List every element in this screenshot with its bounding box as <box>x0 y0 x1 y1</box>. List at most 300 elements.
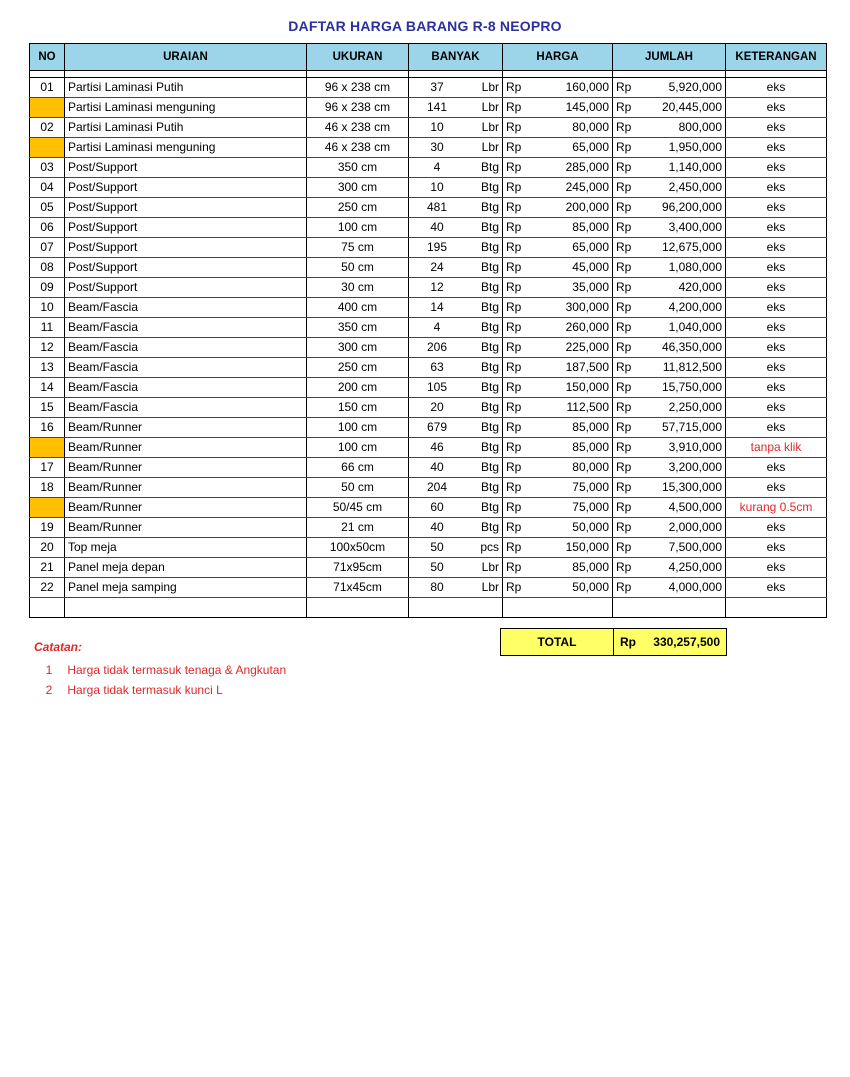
cell-qty: 481 <box>426 200 448 214</box>
cell-harga <box>503 458 613 478</box>
cell-ukuran: 250 cm <box>307 198 409 218</box>
cell-jumlah <box>613 518 726 538</box>
notes-section <box>34 640 286 700</box>
currency-label: Rp <box>616 180 632 194</box>
cell-qty: 50 <box>430 560 444 574</box>
cell-uraian: Partisi Laminasi Putih <box>65 118 307 138</box>
currency-label: Rp <box>506 140 522 154</box>
cell-qty: 63 <box>430 360 444 374</box>
currency-label: Rp <box>616 340 632 354</box>
cell-harga <box>503 118 613 138</box>
cell-jumlah <box>613 158 726 178</box>
cell-harga <box>503 598 613 618</box>
cell-unit: Btg <box>480 500 499 514</box>
cell-jumlah-value: 15,750,000 <box>661 380 722 394</box>
currency-label: Rp <box>616 260 632 274</box>
table-row <box>30 238 827 258</box>
currency-label: Rp <box>616 300 632 314</box>
cell-no: 07 <box>30 238 65 258</box>
cell-banyak <box>409 398 503 418</box>
cell-unit: Btg <box>480 300 499 314</box>
cell-harga-value: 80,000 <box>572 120 609 134</box>
cell-harga-value: 200,000 <box>565 200 609 214</box>
currency-label: Rp <box>616 460 632 474</box>
cell-qty: 46 <box>430 440 444 454</box>
cell-banyak <box>409 418 503 438</box>
cell-no: 22 <box>30 578 65 598</box>
table-row <box>30 458 827 478</box>
currency-label: Rp <box>506 80 522 94</box>
cell-harga-value: 85,000 <box>572 220 609 234</box>
cell-jumlah-value: 420,000 <box>678 280 722 294</box>
table-row <box>30 438 827 458</box>
currency-label: Rp <box>616 160 632 174</box>
cell-jumlah <box>613 178 726 198</box>
cell-qty: 10 <box>430 120 444 134</box>
cell-jumlah <box>613 138 726 158</box>
cell-no: 05 <box>30 198 65 218</box>
header-uraian: URAIAN <box>65 44 307 71</box>
currency-label: Rp <box>506 200 522 214</box>
cell-banyak <box>409 198 503 218</box>
cell-harga-value: 45,000 <box>572 260 609 274</box>
cell-uraian: Post/Support <box>65 238 307 258</box>
cell-uraian: Beam/Runner <box>65 498 307 518</box>
currency-label: Rp <box>506 480 522 494</box>
currency-label: Rp <box>616 120 632 134</box>
cell-banyak <box>409 558 503 578</box>
cell-uraian <box>65 598 307 618</box>
cell-harga <box>503 238 613 258</box>
cell-jumlah-value: 3,200,000 <box>668 460 722 474</box>
cell-qty: 40 <box>430 520 444 534</box>
cell-jumlah-value: 20,445,000 <box>661 100 722 114</box>
cell-harga-value: 85,000 <box>572 440 609 454</box>
cell-harga <box>503 298 613 318</box>
cell-banyak <box>409 598 503 618</box>
cell-ukuran: 350 cm <box>307 318 409 338</box>
cell-jumlah <box>613 278 726 298</box>
cell-banyak <box>409 578 503 598</box>
cell-keterangan: eks <box>726 338 827 358</box>
currency-label: Rp <box>506 500 522 514</box>
currency-label: Rp <box>506 100 522 114</box>
currency-label: Rp <box>616 500 632 514</box>
cell-keterangan: eks <box>726 298 827 318</box>
cell-banyak <box>409 218 503 238</box>
currency-label: Rp <box>506 220 522 234</box>
cell-jumlah-value: 57,715,000 <box>661 420 722 434</box>
cell-ukuran: 96 x 238 cm <box>307 78 409 98</box>
cell-uraian: Beam/Runner <box>65 418 307 438</box>
cell-jumlah <box>613 318 726 338</box>
cell-harga <box>503 478 613 498</box>
cell-ukuran: 400 cm <box>307 298 409 318</box>
cell-harga-value: 75,000 <box>572 500 609 514</box>
table-row <box>30 578 827 598</box>
cell-ukuran <box>307 598 409 618</box>
header-harga: HARGA <box>503 44 613 71</box>
cell-harga <box>503 338 613 358</box>
cell-ukuran: 21 cm <box>307 518 409 538</box>
cell-no: 06 <box>30 218 65 238</box>
note-text: Harga tidak termasuk tenaga & Angkutan <box>67 663 287 677</box>
cell-jumlah-value: 800,000 <box>678 120 722 134</box>
cell-no <box>30 598 65 618</box>
cell-jumlah <box>613 198 726 218</box>
cell-banyak <box>409 258 503 278</box>
cell-banyak <box>409 118 503 138</box>
cell-uraian: Beam/Fascia <box>65 358 307 378</box>
table-row <box>30 178 827 198</box>
cell-qty: 50 <box>430 540 444 554</box>
currency-label: Rp <box>506 540 522 554</box>
currency-label: Rp <box>506 240 522 254</box>
cell-qty: 4 <box>433 320 441 334</box>
cell-no: 04 <box>30 178 65 198</box>
cell-uraian: Top meja <box>65 538 307 558</box>
cell-unit: Btg <box>480 240 499 254</box>
cell-jumlah-value: 1,950,000 <box>668 140 722 154</box>
cell-harga <box>503 358 613 378</box>
cell-uraian: Partisi Laminasi Putih <box>65 78 307 98</box>
cell-jumlah-value: 4,000,000 <box>668 580 722 594</box>
cell-keterangan: eks <box>726 118 827 138</box>
cell-banyak <box>409 318 503 338</box>
table-row <box>30 278 827 298</box>
cell-no: 03 <box>30 158 65 178</box>
currency-label: Rp <box>506 160 522 174</box>
currency-label: Rp <box>506 420 522 434</box>
currency-label: Rp <box>506 340 522 354</box>
cell-jumlah <box>613 218 726 238</box>
cell-harga <box>503 518 613 538</box>
cell-banyak <box>409 538 503 558</box>
cell-jumlah-value: 3,400,000 <box>668 220 722 234</box>
currency-label: Rp <box>506 580 522 594</box>
cell-jumlah-value: 11,812,500 <box>662 360 722 374</box>
cell-banyak <box>409 138 503 158</box>
cell-no: 18 <box>30 478 65 498</box>
cell-keterangan: eks <box>726 398 827 418</box>
cell-harga <box>503 158 613 178</box>
currency-label: Rp <box>616 480 632 494</box>
cell-banyak <box>409 518 503 538</box>
cell-uraian: Post/Support <box>65 158 307 178</box>
cell-keterangan: eks <box>726 558 827 578</box>
cell-unit: Lbr <box>481 140 499 154</box>
cell-ukuran: 96 x 238 cm <box>307 98 409 118</box>
table-row <box>30 78 827 98</box>
currency-label: Rp <box>506 280 522 294</box>
cell-qty: 206 <box>426 340 448 354</box>
cell-banyak <box>409 458 503 478</box>
cell-qty: 204 <box>426 480 448 494</box>
cell-unit: Lbr <box>481 560 499 574</box>
cell-banyak <box>409 498 503 518</box>
cell-jumlah-value: 4,500,000 <box>668 500 722 514</box>
cell-banyak <box>409 338 503 358</box>
cell-jumlah <box>613 378 726 398</box>
total-label: TOTAL <box>501 629 614 656</box>
cell-jumlah-value: 96,200,000 <box>661 200 722 214</box>
cell-harga-value: 75,000 <box>572 480 609 494</box>
total-amount <box>614 629 727 656</box>
cell-jumlah <box>613 558 726 578</box>
cell-qty: 10 <box>430 180 444 194</box>
cell-jumlah-value: 2,250,000 <box>668 400 722 414</box>
cell-unit: Btg <box>480 220 499 234</box>
cell-jumlah <box>613 598 726 618</box>
note-text: Harga tidak termasuk kunci L <box>67 683 223 697</box>
cell-harga <box>503 438 613 458</box>
cell-unit: Btg <box>480 480 499 494</box>
cell-ukuran: 50/45 cm <box>307 498 409 518</box>
notes-heading: Catatan: <box>34 640 83 654</box>
cell-harga <box>503 318 613 338</box>
cell-unit: Btg <box>480 520 499 534</box>
currency-label: Rp <box>506 360 522 374</box>
table-row <box>30 158 827 178</box>
cell-uraian: Panel meja samping <box>65 578 307 598</box>
cell-unit: Btg <box>480 420 499 434</box>
cell-jumlah-value: 4,200,000 <box>668 300 722 314</box>
cell-qty: 679 <box>426 420 448 434</box>
cell-qty: 40 <box>430 460 444 474</box>
cell-no: 10 <box>30 298 65 318</box>
cell-jumlah-value: 2,000,000 <box>668 520 722 534</box>
cell-ukuran: 71x95cm <box>307 558 409 578</box>
cell-no: 16 <box>30 418 65 438</box>
cell-unit: Lbr <box>481 580 499 594</box>
cell-jumlah <box>613 438 726 458</box>
cell-banyak <box>409 298 503 318</box>
cell-jumlah-value: 4,250,000 <box>668 560 722 574</box>
cell-uraian: Beam/Fascia <box>65 298 307 318</box>
cell-keterangan: eks <box>726 378 827 398</box>
cell-jumlah <box>613 398 726 418</box>
cell-uraian: Post/Support <box>65 178 307 198</box>
cell-uraian: Post/Support <box>65 278 307 298</box>
cell-qty: 24 <box>430 260 444 274</box>
cell-harga <box>503 138 613 158</box>
cell-no: 09 <box>30 278 65 298</box>
cell-jumlah-value: 5,920,000 <box>668 80 722 94</box>
cell-harga-value: 85,000 <box>572 560 609 574</box>
currency-label: Rp <box>616 420 632 434</box>
cell-harga-value: 225,000 <box>565 340 609 354</box>
cell-banyak <box>409 278 503 298</box>
cell-unit: Lbr <box>481 120 499 134</box>
currency-label: Rp <box>616 80 632 94</box>
cell-jumlah-value: 1,040,000 <box>668 320 722 334</box>
cell-no: 02 <box>30 118 65 138</box>
cell-harga <box>503 278 613 298</box>
cell-qty: 30 <box>430 140 444 154</box>
cell-unit: Btg <box>480 320 499 334</box>
cell-no: 17 <box>30 458 65 478</box>
cell-keterangan: eks <box>726 178 827 198</box>
cell-ukuran: 50 cm <box>307 478 409 498</box>
header-no: NO <box>30 44 65 71</box>
cell-harga-value: 50,000 <box>572 580 609 594</box>
cell-ukuran: 46 x 238 cm <box>307 118 409 138</box>
table-row <box>30 418 827 438</box>
cell-banyak <box>409 98 503 118</box>
currency-label: Rp <box>616 440 632 454</box>
cell-ukuran: 100 cm <box>307 418 409 438</box>
table-row <box>30 498 827 518</box>
cell-ukuran: 150 cm <box>307 398 409 418</box>
total-value: 330,257,500 <box>653 635 720 649</box>
cell-harga-value: 150,000 <box>565 380 609 394</box>
cell-no <box>30 438 65 458</box>
cell-unit: Btg <box>480 180 499 194</box>
cell-harga <box>503 178 613 198</box>
cell-ukuran: 100 cm <box>307 218 409 238</box>
currency-label: Rp <box>616 360 632 374</box>
cell-harga <box>503 218 613 238</box>
cell-no: 19 <box>30 518 65 538</box>
note-item <box>34 680 286 700</box>
currency-label: Rp <box>616 540 632 554</box>
table-row <box>30 118 827 138</box>
note-item <box>34 660 286 680</box>
cell-unit: Btg <box>480 280 499 294</box>
currency-label: Rp <box>616 560 632 574</box>
cell-no: 08 <box>30 258 65 278</box>
cell-no: 20 <box>30 538 65 558</box>
table-row <box>30 218 827 238</box>
cell-qty: 40 <box>430 220 444 234</box>
table-row <box>30 478 827 498</box>
cell-ukuran: 200 cm <box>307 378 409 398</box>
cell-harga-value: 160,000 <box>565 80 609 94</box>
cell-jumlah <box>613 118 726 138</box>
cell-no <box>30 498 65 518</box>
currency-label: Rp <box>616 400 632 414</box>
currency-label: Rp <box>616 140 632 154</box>
currency-label: Rp <box>616 580 632 594</box>
cell-banyak <box>409 438 503 458</box>
cell-no <box>30 98 65 118</box>
cell-no: 12 <box>30 338 65 358</box>
cell-keterangan: eks <box>726 258 827 278</box>
currency-label: Rp <box>506 460 522 474</box>
cell-no: 11 <box>30 318 65 338</box>
cell-harga <box>503 198 613 218</box>
currency-label: Rp <box>506 520 522 534</box>
cell-banyak <box>409 78 503 98</box>
cell-jumlah-value: 46,350,000 <box>661 340 722 354</box>
cell-uraian: Beam/Fascia <box>65 338 307 358</box>
cell-unit: Btg <box>480 200 499 214</box>
table-header-row <box>30 44 827 71</box>
cell-ukuran: 300 cm <box>307 178 409 198</box>
currency-label: Rp <box>616 200 632 214</box>
cell-ukuran: 30 cm <box>307 278 409 298</box>
cell-harga-value: 145,000 <box>565 100 609 114</box>
cell-jumlah <box>613 258 726 278</box>
cell-harga-value: 245,000 <box>565 180 609 194</box>
cell-jumlah-value: 12,675,000 <box>661 240 722 254</box>
cell-uraian: Beam/Runner <box>65 458 307 478</box>
cell-qty: 12 <box>430 280 444 294</box>
cell-keterangan: eks <box>726 318 827 338</box>
cell-keterangan: eks <box>726 78 827 98</box>
cell-unit: Btg <box>480 400 499 414</box>
cell-keterangan: eks <box>726 198 827 218</box>
table-row <box>30 98 827 118</box>
cell-uraian: Beam/Runner <box>65 518 307 538</box>
cell-jumlah-value: 1,080,000 <box>668 260 722 274</box>
cell-jumlah <box>613 358 726 378</box>
cell-unit: Btg <box>480 380 499 394</box>
cell-jumlah <box>613 498 726 518</box>
cell-qty: 20 <box>430 400 444 414</box>
cell-uraian: Post/Support <box>65 198 307 218</box>
currency-label: Rp <box>616 320 632 334</box>
cell-keterangan: eks <box>726 98 827 118</box>
cell-harga-value: 150,000 <box>565 540 609 554</box>
cell-keterangan: eks <box>726 278 827 298</box>
cell-qty: 37 <box>430 80 444 94</box>
currency-label: Rp <box>506 260 522 274</box>
cell-jumlah <box>613 418 726 438</box>
cell-jumlah <box>613 298 726 318</box>
cell-keterangan: eks <box>726 158 827 178</box>
cell-qty: 105 <box>426 380 448 394</box>
cell-uraian: Partisi Laminasi menguning <box>65 138 307 158</box>
cell-banyak <box>409 378 503 398</box>
currency-label: Rp <box>616 100 632 114</box>
cell-jumlah-value: 15,300,000 <box>661 480 722 494</box>
price-table <box>29 43 827 618</box>
cell-uraian: Post/Support <box>65 258 307 278</box>
cell-ukuran: 100x50cm <box>307 538 409 558</box>
cell-uraian: Beam/Runner <box>65 438 307 458</box>
cell-uraian: Panel meja depan <box>65 558 307 578</box>
cell-qty: 195 <box>426 240 448 254</box>
cell-jumlah-value: 1,140,000 <box>668 160 722 174</box>
table-row <box>30 138 827 158</box>
cell-unit: Btg <box>480 340 499 354</box>
cell-ukuran: 250 cm <box>307 358 409 378</box>
cell-jumlah <box>613 338 726 358</box>
table-row <box>30 598 827 618</box>
total-currency: Rp <box>620 635 636 649</box>
cell-no: 15 <box>30 398 65 418</box>
cell-keterangan: eks <box>726 538 827 558</box>
table-row <box>30 558 827 578</box>
cell-jumlah-value: 7,500,000 <box>668 540 722 554</box>
cell-no: 13 <box>30 358 65 378</box>
currency-label: Rp <box>506 320 522 334</box>
cell-keterangan: eks <box>726 458 827 478</box>
cell-unit: Btg <box>480 440 499 454</box>
cell-harga-value: 65,000 <box>572 240 609 254</box>
cell-harga <box>503 378 613 398</box>
table-row <box>30 258 827 278</box>
cell-keterangan: eks <box>726 478 827 498</box>
currency-label: Rp <box>506 180 522 194</box>
currency-label: Rp <box>506 380 522 394</box>
cell-ukuran: 350 cm <box>307 158 409 178</box>
cell-no <box>30 138 65 158</box>
cell-keterangan: eks <box>726 418 827 438</box>
cell-harga <box>503 98 613 118</box>
cell-keterangan: eks <box>726 518 827 538</box>
